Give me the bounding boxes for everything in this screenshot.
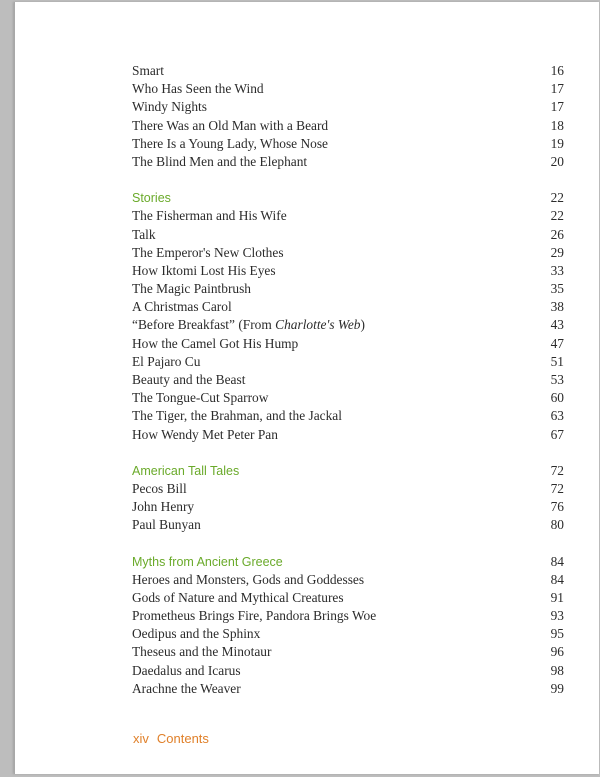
entry-title: Smart [132,63,164,78]
entry-title-italic: Charlotte's Web [275,317,361,333]
entry-page: 17 [550,81,564,97]
toc-entry [132,98,564,116]
entry-page: 76 [550,499,564,515]
entry-page: 67 [550,426,564,442]
entry-page: 51 [550,353,564,369]
entry-page: 17 [550,99,564,115]
entry-title: Pecos Bill [132,480,187,496]
entry-title: Who Has Seen the Wind [132,81,264,97]
entry-page: 33 [550,262,564,278]
entry-page: 96 [550,644,564,660]
entry-page: 43 [550,317,564,333]
entry-title: Beauty and the Beast [132,372,246,387]
page-footer [133,731,209,746]
entry-page: 63 [550,408,564,424]
entry-title-prefix: “Before Breakfast” (From [132,317,276,333]
book-page [14,2,599,774]
running-footer-label: Contents [156,731,209,746]
entry-title: How Wendy Met Peter Pan [132,426,278,442]
section-title: Myths from Ancient Greece [132,554,283,569]
entry-page: 22 [550,208,564,224]
toc-entry [132,371,564,389]
section-american-tall-tales [132,462,564,535]
entry-title: The Magic Paintbrush [132,281,252,297]
entry-page: 29 [550,244,564,260]
entry-page: 47 [550,335,564,351]
entry-title: The Fisherman and His Wife [132,208,287,224]
toc-entry [132,662,564,680]
entry-title: Daedalus and Icarus [132,662,241,678]
toc-entry [132,62,564,80]
section-heading [132,553,564,571]
entry-page: 20 [550,153,564,169]
entry-title-suffix: ) [360,317,365,333]
toc-entry [132,298,564,316]
section-stories [132,189,564,444]
toc-entry [132,335,564,353]
entry-title: Windy Nights [132,99,207,115]
toc-entry [132,480,564,498]
entry-page: 35 [550,281,564,297]
toc-entry [132,407,564,425]
entry-page: 95 [550,626,564,642]
section-heading [132,189,564,207]
entry-page: 60 [550,390,564,406]
entry-title [132,316,365,334]
entry-title: John Henry [132,499,195,515]
entry-page: 38 [550,299,564,315]
toc-entry [132,571,564,589]
toc-entry [132,426,564,444]
toc-entry [132,625,564,643]
entry-title: Arachne the Weaver [132,680,241,696]
entry-title: The Tiger, the Brahman, and the Jackal [132,408,342,424]
entry-title: Heroes and Monsters, Gods and Goddesses [132,571,365,587]
intro-list [132,62,564,171]
section-page: 22 [550,190,564,206]
entry-title: The Blind Men and the Elephant [132,153,308,169]
section-title: Stories [132,191,171,206]
entry-page: 84 [550,571,564,587]
entry-title: Oedipus and the Sphinx [132,626,261,642]
entry-title: There Is a Young Lady, Whose Nose [132,135,328,151]
entry-page: 99 [550,680,564,696]
toc-entry [132,244,564,262]
entry-title: Paul Bunyan [132,517,201,533]
toc-entry [132,262,564,280]
entry-page: 93 [550,608,564,624]
entry-title: A Christmas Carol [132,299,232,315]
section-myths-ancient-greece [132,553,564,699]
entry-title: Gods of Nature and Mythical Creatures [132,589,344,605]
table-of-contents [132,62,564,698]
entry-page: 53 [550,372,564,387]
toc-entry [132,680,564,698]
toc-entry [132,516,564,534]
toc-entry [132,389,564,407]
toc-entry [132,207,564,225]
entry-page: 18 [550,117,564,133]
entry-page: 16 [550,63,564,78]
toc-entry [132,226,564,244]
toc-entry [132,135,564,153]
toc-entry [132,316,564,334]
toc-entry [132,498,564,516]
entry-title: There Was an Old Man with a Beard [132,117,329,133]
toc-entry [132,117,564,135]
entry-title: El Pajaro Cu [132,353,201,369]
toc-entry [132,280,564,298]
toc-entry [132,607,564,625]
section-page: 84 [550,553,564,569]
toc-entry [132,643,564,661]
page-folio: xiv [133,731,149,746]
toc-entry [132,153,564,171]
toc-entry [132,80,564,98]
entry-title: The Tongue-Cut Sparrow [132,390,269,406]
entry-title: The Emperor's New Clothes [132,244,284,260]
entry-page: 91 [550,589,564,605]
entry-page: 26 [550,226,564,242]
entry-title: How Iktomi Lost His Eyes [132,262,276,278]
section-heading [132,462,564,480]
entry-title: Prometheus Brings Fire, Pandora Brings Woe [132,608,377,624]
toc-entry [132,353,564,371]
entry-title: Theseus and the Minotaur [132,644,272,660]
section-page: 72 [550,462,564,478]
entry-page: 19 [550,135,564,151]
toc-entry [132,589,564,607]
entry-page: 80 [550,517,564,533]
entry-title: How the Camel Got His Hump [132,335,299,351]
entry-title: Talk [132,226,156,242]
entry-page: 98 [550,662,564,678]
entry-page: 72 [550,480,564,496]
section-title: American Tall Tales [132,463,240,478]
